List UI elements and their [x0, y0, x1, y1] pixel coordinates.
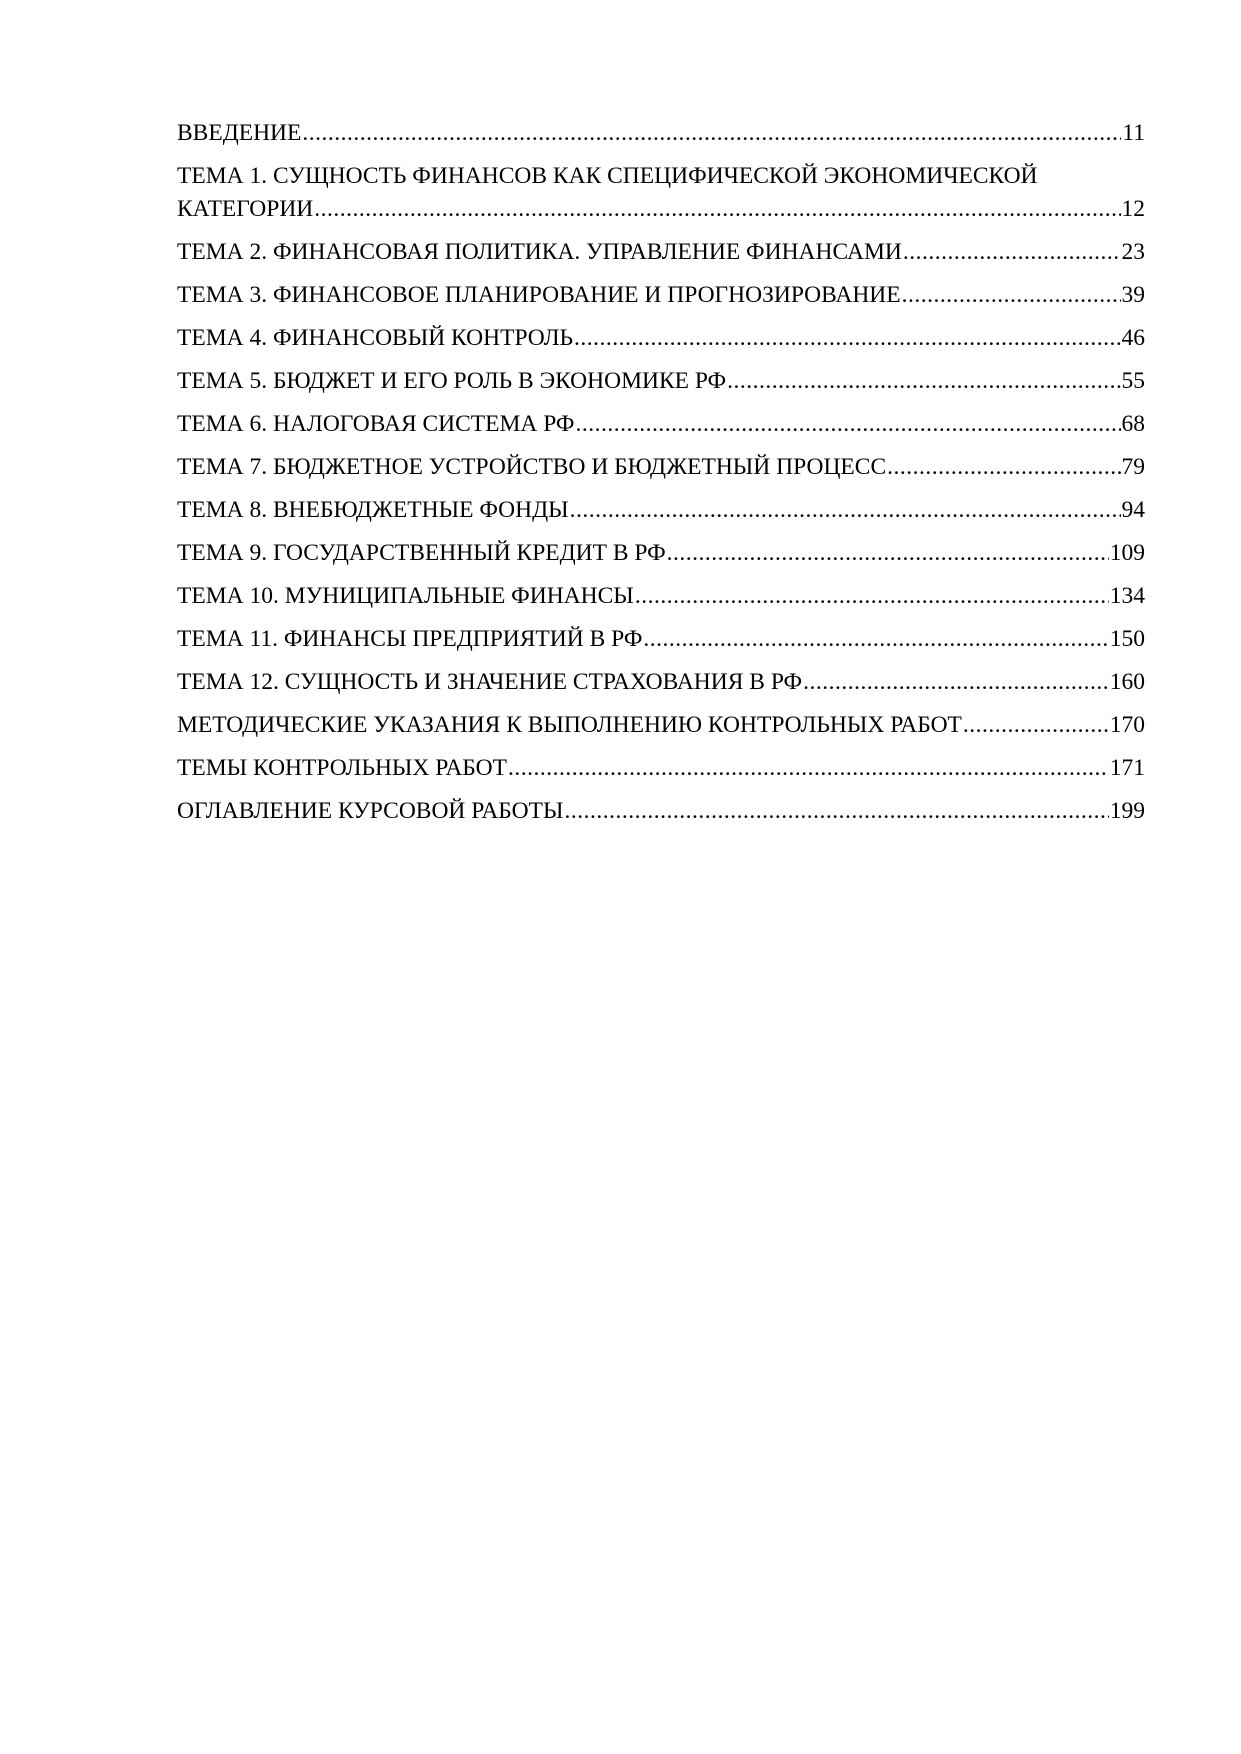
- toc-entry-coursework-outline[interactable]: [177, 795, 1145, 828]
- toc-entry-topic-3[interactable]: [177, 279, 1145, 312]
- table-of-contents: [177, 117, 1145, 838]
- toc-dot-leader: [314, 193, 1120, 226]
- toc-entry-title: ТЕМА 8. ВНЕБЮДЖЕТНЫЕ ФОНДЫ: [177, 497, 569, 523]
- toc-entry-title: ТЕМА 10. МУНИЦИПАЛЬНЫЕ ФИНАНСЫ: [177, 583, 634, 609]
- toc-entry-title: ТЕМА 5. БЮДЖЕТ И ЕГО РОЛЬ В ЭКОНОМИКЕ РФ: [177, 368, 727, 394]
- toc-dot-leader: [302, 117, 1121, 150]
- toc-entry-topic-11[interactable]: [177, 623, 1145, 656]
- toc-entry-title: ТЕМА 11. ФИНАНСЫ ПРЕДПРИЯТИЙ В РФ: [177, 626, 643, 652]
- toc-dot-leader: [803, 666, 1109, 699]
- toc-dot-leader: [564, 795, 1108, 828]
- toc-dot-leader: [643, 623, 1108, 656]
- toc-entry-last-line: [177, 193, 1145, 226]
- toc-dot-leader: [727, 365, 1120, 398]
- toc-entry-page-number: 55: [1121, 368, 1145, 394]
- toc-entry-introduction[interactable]: [177, 117, 1145, 150]
- toc-entry-title: ТЕМА 6. НАЛОГОВАЯ СИСТЕМА РФ: [177, 411, 575, 437]
- toc-entry-topic-9[interactable]: [177, 537, 1145, 570]
- toc-entry-title: ТЕМЫ КОНТРОЛЬНЫХ РАБОТ: [177, 755, 507, 781]
- toc-entry-title: ВВЕДЕНИЕ: [177, 120, 302, 146]
- toc-entry-topic-10[interactable]: [177, 580, 1145, 613]
- toc-entry-topic-5[interactable]: [177, 365, 1145, 398]
- toc-dot-leader: [667, 537, 1109, 570]
- toc-entry-page-number: 12: [1121, 196, 1145, 222]
- toc-entry-page-number: 68: [1121, 411, 1145, 437]
- toc-entry-methodical-guidelines[interactable]: [177, 709, 1145, 742]
- toc-entry-topic-6[interactable]: [177, 408, 1145, 441]
- toc-entry-title: ОГЛАВЛЕНИЕ КУРСОВОЙ РАБОТЫ: [177, 798, 564, 824]
- toc-entry-page-number: 171: [1109, 755, 1145, 781]
- toc-entry-page-number: 94: [1121, 497, 1145, 523]
- toc-dot-leader: [963, 709, 1109, 742]
- toc-dot-leader: [570, 494, 1121, 527]
- toc-entry-title: ТЕМА 4. ФИНАНСОВЫЙ КОНТРОЛЬ: [177, 325, 574, 351]
- toc-dot-leader: [508, 752, 1109, 785]
- toc-entry-title: ТЕМА 12. СУЩНОСТЬ И ЗНАЧЕНИЕ СТРАХОВАНИЯ В РФ: [177, 669, 803, 695]
- toc-entry-page-number: 39: [1121, 282, 1145, 308]
- toc-entry-topic-1[interactable]: [177, 160, 1145, 226]
- toc-dot-leader: [887, 451, 1120, 484]
- toc-entry-page-number: 109: [1109, 540, 1145, 566]
- toc-entry-topic-2[interactable]: [177, 236, 1145, 269]
- toc-entry-title: ТЕМА 9. ГОСУДАРСТВЕННЫЙ КРЕДИТ В РФ: [177, 540, 666, 566]
- toc-dot-leader: [902, 279, 1121, 312]
- toc-entry-page-number: 11: [1122, 120, 1145, 146]
- toc-entry-page-number: 79: [1121, 454, 1145, 480]
- toc-dot-leader: [903, 236, 1121, 269]
- toc-entry-page-number: 23: [1121, 239, 1145, 265]
- toc-entry-title-line2: КАТЕГОРИИ: [177, 196, 314, 222]
- toc-entry-page-number: 160: [1109, 669, 1145, 695]
- toc-entry-page-number: 46: [1121, 325, 1145, 351]
- toc-dot-leader: [576, 408, 1121, 441]
- toc-entry-title: ТЕМА 2. ФИНАНСОВАЯ ПОЛИТИКА. УПРАВЛЕНИЕ ФИНАНСАМИ: [177, 239, 902, 265]
- toc-entry-topic-4[interactable]: [177, 322, 1145, 355]
- toc-entry-title: ТЕМА 3. ФИНАНСОВОЕ ПЛАНИРОВАНИЕ И ПРОГНОЗИРОВАНИЕ: [177, 282, 901, 308]
- toc-entry-title: МЕТОДИЧЕСКИЕ УКАЗАНИЯ К ВЫПОЛНЕНИЮ КОНТРОЛЬНЫХ РАБОТ: [177, 712, 962, 738]
- toc-entry-page-number: 170: [1109, 712, 1145, 738]
- toc-entry-topic-7[interactable]: [177, 451, 1145, 484]
- toc-entry-topic-8[interactable]: [177, 494, 1145, 527]
- toc-dot-leader: [635, 580, 1109, 613]
- toc-entry-topic-12[interactable]: [177, 666, 1145, 699]
- toc-entry-test-topics[interactable]: [177, 752, 1145, 785]
- toc-entry-page-number: 150: [1109, 626, 1145, 652]
- toc-entry-page-number: 134: [1109, 583, 1145, 609]
- toc-dot-leader: [574, 322, 1120, 355]
- toc-entry-page-number: 199: [1109, 798, 1145, 824]
- toc-entry-title: ТЕМА 7. БЮДЖЕТНОЕ УСТРОЙСТВО И БЮДЖЕТНЫЙ ПРОЦЕСС: [177, 454, 887, 480]
- toc-entry-title-line1: ТЕМА 1. СУЩНОСТЬ ФИНАНСОВ КАК СПЕЦИФИЧЕСКОЙ ЭКОНОМИЧЕСКОЙ: [177, 163, 1038, 189]
